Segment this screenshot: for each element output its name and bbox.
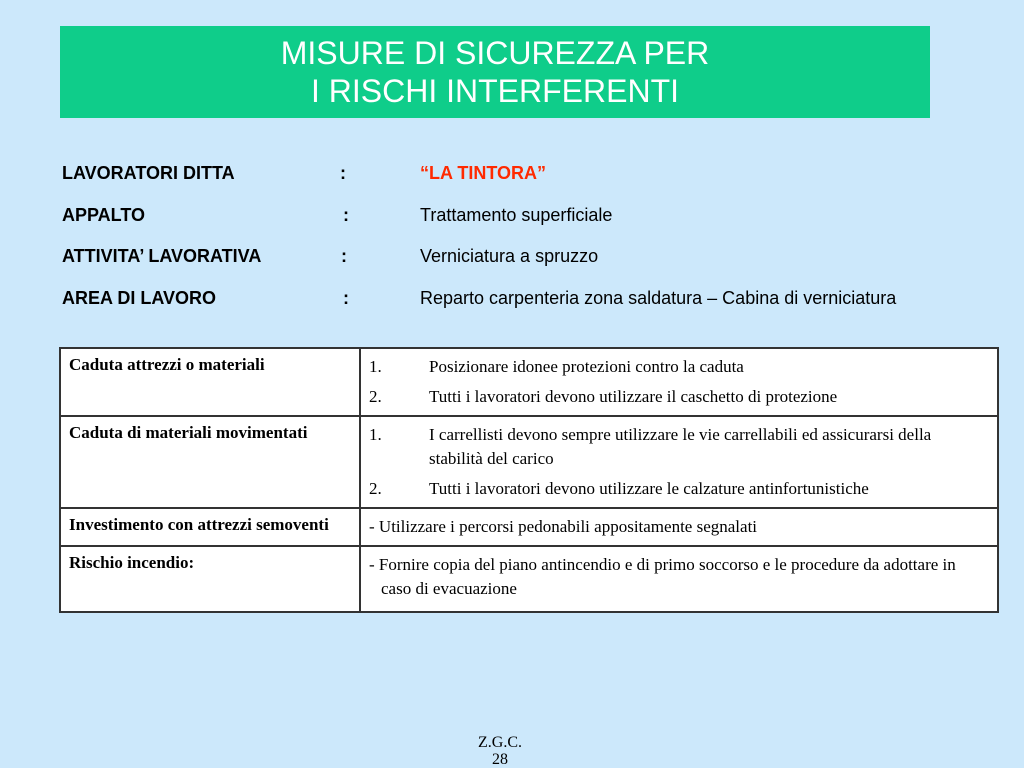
- slide-footer: [478, 734, 522, 768]
- risk-cell: Investimento con attrezzi semoventi: [60, 508, 360, 546]
- item-text: Tutti i lavoratori devono utilizzare le calzature antinfortunistiche: [429, 479, 869, 498]
- table-row: [60, 348, 998, 416]
- info-colon: :: [343, 205, 349, 225]
- measures-cell: [360, 348, 998, 416]
- info-value-company: “LA TINTORA”: [420, 163, 546, 183]
- item-number: 1.: [369, 425, 382, 444]
- item-text: Tutti i lavoratori devono utilizzare il caschetto di protezione: [429, 387, 838, 406]
- info-label: ATTIVITA’ LAVORATIVA: [62, 246, 262, 266]
- table-row: [60, 546, 998, 612]
- list-item: [369, 477, 989, 501]
- footer-author: Z.G.C.: [478, 734, 522, 751]
- slide-title: [60, 26, 930, 118]
- item-number: 1.: [369, 357, 382, 376]
- table-row: [60, 416, 998, 508]
- info-value: Trattamento superficiale: [420, 205, 613, 225]
- info-colon: :: [343, 288, 349, 308]
- item-text: Posizionare idonee protezioni contro la caduta: [429, 357, 744, 376]
- item-number: 2.: [369, 387, 382, 406]
- info-label: AREA DI LAVORO: [62, 288, 217, 308]
- risk-measures-table: [59, 347, 999, 613]
- list-item: [369, 355, 989, 379]
- list-item: [369, 385, 989, 409]
- measure-text: - Fornire copia del piano antincendio e di primo soccorso e le procedure da adottare in caso di evacuazione: [369, 555, 956, 598]
- risk-cell: Caduta di materiali movimentati: [60, 416, 360, 508]
- title-line-1: MISURE DI SICUREZZA PER: [280, 35, 710, 71]
- info-colon: :: [340, 163, 346, 183]
- info-value: Reparto carpenteria zona saldatura – Cabina di verniciatura: [420, 288, 897, 308]
- info-label: LAVORATORI DITTA: [62, 163, 235, 183]
- measures-cell: [360, 546, 998, 612]
- item-number: 2.: [369, 479, 382, 498]
- risk-cell: Caduta attrezzi o materiali: [60, 348, 360, 416]
- item-text: I carrellisti devono sempre utilizzare le vie carrellabili ed assicurarsi della stabilità del carico: [429, 425, 932, 468]
- info-colon: :: [341, 246, 347, 266]
- info-label: APPALTO: [62, 205, 146, 225]
- risk-cell: Rischio incendio:: [60, 546, 360, 612]
- title-line-2: I RISCHI INTERFERENTI: [310, 73, 679, 109]
- list-item: [369, 423, 989, 471]
- table-row: [60, 508, 998, 546]
- info-value: Verniciatura a spruzzo: [420, 246, 599, 266]
- measures-cell: [360, 416, 998, 508]
- measure-text: - Utilizzare i percorsi pedonabili appositamente segnalati: [369, 517, 758, 536]
- page-number: 28: [492, 751, 508, 768]
- measures-cell: [360, 508, 998, 546]
